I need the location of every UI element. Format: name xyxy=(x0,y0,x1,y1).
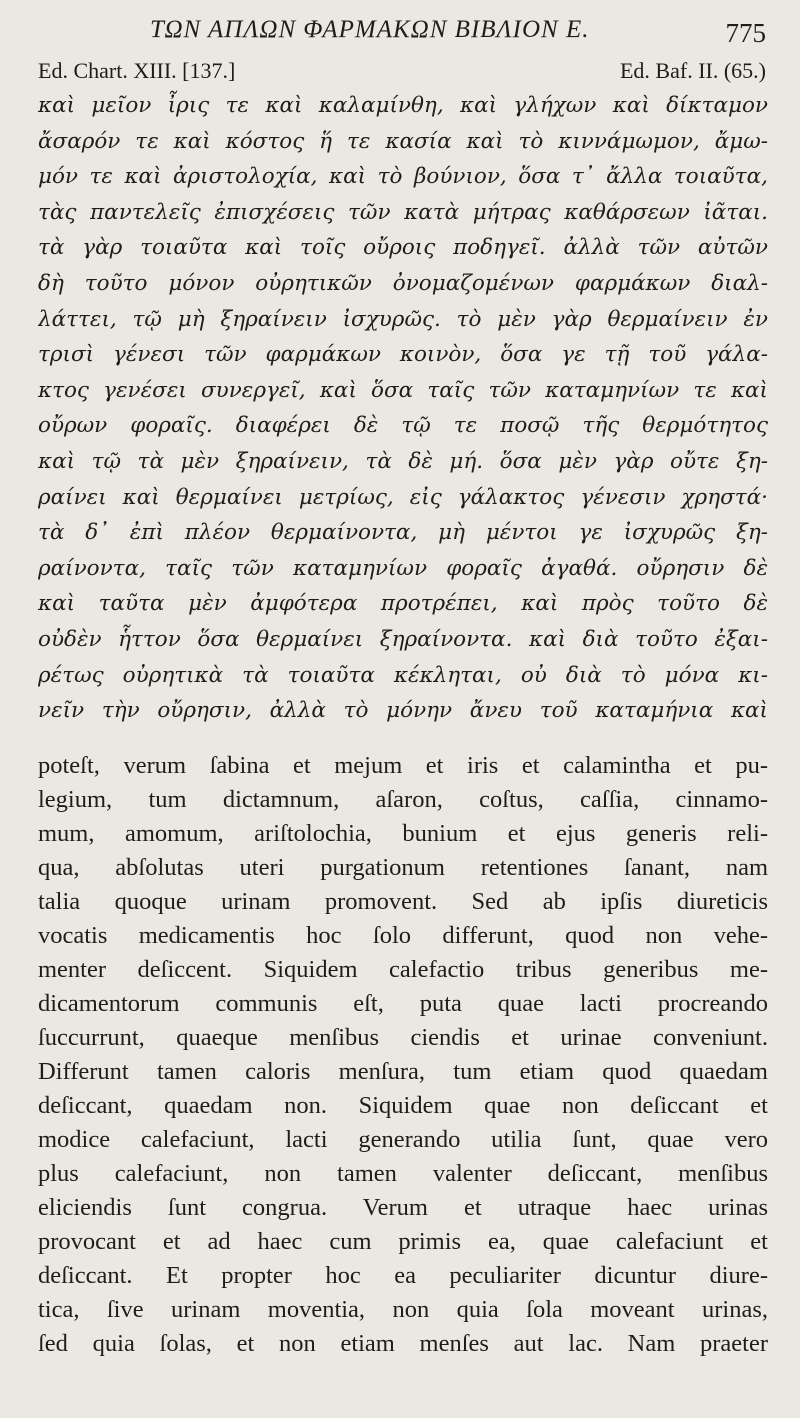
greek-text-line: καὶ τῷ τὰ μὲν ξηραίνειν, τὰ δὲ μή. ὅσα μὲν γὰρ οὔτε ξη- xyxy=(38,448,768,474)
edition-chartier-reference: Ed. Chart. XIII. [137.] xyxy=(38,58,236,83)
greek-text-line: κτος γενέσει συνεργεῖ, καὶ ὅσα ταῖς τῶν καταμηνίων τε καὶ xyxy=(38,377,768,403)
latin-text-line: dicamentorum communis eſt, puta quae lacti procreando xyxy=(38,990,768,1017)
running-title: ΤΩΝ ΑΠΛΩΝ ΦΑΡΜΑΚΩΝ ΒΙΒΛΙΟΝ Ε. xyxy=(150,16,590,43)
greek-text-line: νεῖν τὴν οὔρησιν, ἀλλὰ τὸ μόνην ἄνευ τοῦ καταμήνια καὶ xyxy=(38,698,768,724)
greek-text-line: ραίνοντα, ταῖς τῶν καταμηνίων φοραῖς ἀγαθά. οὔρησιν δὲ xyxy=(38,555,768,581)
greek-text-line: καὶ μεῖον ἶρις τε καὶ καλαμίνθη, καὶ γλήχων καὶ δίκταμον xyxy=(38,93,768,118)
greek-text-line: δὴ τοῦτο μόνον οὐρητικῶν ὀνομαζομένων φαρμάκων διαλ- xyxy=(38,270,768,296)
running-head xyxy=(0,14,800,54)
latin-text-line: deſiccant, quaedam non. Siquidem quae non deſiccant et xyxy=(38,1092,768,1119)
page-number: 775 xyxy=(725,18,766,48)
latin-text-line: ſed quia ſolas, et non etiam menſes aut lac. Nam praeter xyxy=(38,1330,768,1357)
latin-text-line: poteſt, verum ſabina et mejum et iris et calamintha et pu- xyxy=(38,752,768,779)
latin-text-line: provocant et ad haec cum primis ea, quae calefaciunt et xyxy=(38,1228,768,1255)
greek-text-line: τὰ γὰρ τοιαῦτα καὶ τοῖς οὔροις ποδηγεῖ. ἀλλὰ τῶν αὐτῶν xyxy=(38,235,768,261)
latin-text-line: ſuccurrunt, quaeque menſibus ciendis et urinae conveniunt. xyxy=(38,1024,768,1051)
greek-text-line: λάττει, τῷ μὴ ξηραίνειν ἰσχυρῶς. τὸ μὲν γὰρ θερμαίνειν ἐν xyxy=(38,306,768,332)
latin-text-line: talia quoque urinam promovent. Sed ab ipſis diureticis xyxy=(38,888,768,915)
greek-text-line: τὰ δ᾽ ἐπὶ πλέον θερμαίνοντα, μὴ μέντοι γε ἰσχυρῶς ξη- xyxy=(38,520,768,546)
edition-basel-reference: Ed. Baf. II. (65.) xyxy=(619,58,766,83)
edition-reference-line xyxy=(38,58,766,88)
greek-text-line: καὶ ταῦτα μὲν ἀμφότερα προτρέπει, καὶ πρὸς τοῦτο δὲ xyxy=(38,591,768,617)
greek-text-line: οὔρων φοραῖς. διαφέρει δὲ τῷ τε ποσῷ τῆς θερμότητος xyxy=(38,413,768,439)
latin-text-line: tica, ſive urinam moventia, non quia ſola moveant urinas, xyxy=(38,1296,768,1323)
greek-text-line: οὐδὲν ἧττον ὅσα θερμαίνει ξηραίνοντα. καὶ διὰ τοῦτο ἐξαι- xyxy=(38,626,768,652)
greek-text-line: ραίνει καὶ θερμαίνει μετρίως, εἰς γάλακτος γένεσιν χρηστά· xyxy=(38,484,768,510)
latin-text-line: mum, amomum, ariſtolochia, bunium et ejus generis reli- xyxy=(38,820,768,847)
latin-text-line: qua, abſolutas uteri purgationum retentiones ſanant, nam xyxy=(38,854,768,881)
latin-text-line: eliciendis ſunt congrua. Verum et utraque haec urinas xyxy=(38,1194,768,1221)
latin-text-line: Differunt tamen caloris menſura, tum etiam quod quaedam xyxy=(38,1058,768,1085)
latin-text-line: menter deſiccent. Siquidem calefactio tribus generibus me- xyxy=(38,956,768,983)
greek-text-line: μόν τε καὶ ἀριστολοχία, καὶ τὸ βούνιον, ὅσα τ᾽ ἄλλα τοιαῦτα, xyxy=(38,164,768,190)
latin-text-line: modice calefaciunt, lacti generando utilia ſunt, quae vero xyxy=(38,1126,768,1153)
latin-text-line: legium, tum dictamnum, aſaron, coſtus, caſſia, cinnamo- xyxy=(38,786,768,813)
latin-text-line: vocatis medicamentis hoc ſolo differunt, quod non vehe- xyxy=(38,922,768,949)
greek-text-line: τὰς παντελεῖς ἐπισχέσεις τῶν κατὰ μήτρας καθάρσεων ἰᾶται. xyxy=(38,199,768,225)
greek-text-line: τρισὶ γένεσι τῶν φαρμάκων κοινὸν, ὅσα γε τῇ τοῦ γάλα- xyxy=(38,342,768,368)
greek-text-block xyxy=(38,88,768,729)
latin-text-line: plus calefaciunt, non tamen valenter deſiccant, menſibus xyxy=(38,1160,768,1187)
greek-text-line: ἄσαρόν τε καὶ κόστος ἥ τε κασία καὶ τὸ κιννάμωμον, ἄμω- xyxy=(38,128,768,154)
latin-text-block xyxy=(38,749,768,1361)
greek-text-line: ρέτως οὐρητικὰ τὰ τοιαῦτα κέκληται, οὐ διὰ τὸ μόνα κι- xyxy=(38,662,768,688)
latin-text-line: deſiccant. Et propter hoc ea peculiariter dicuntur diure- xyxy=(38,1262,768,1289)
